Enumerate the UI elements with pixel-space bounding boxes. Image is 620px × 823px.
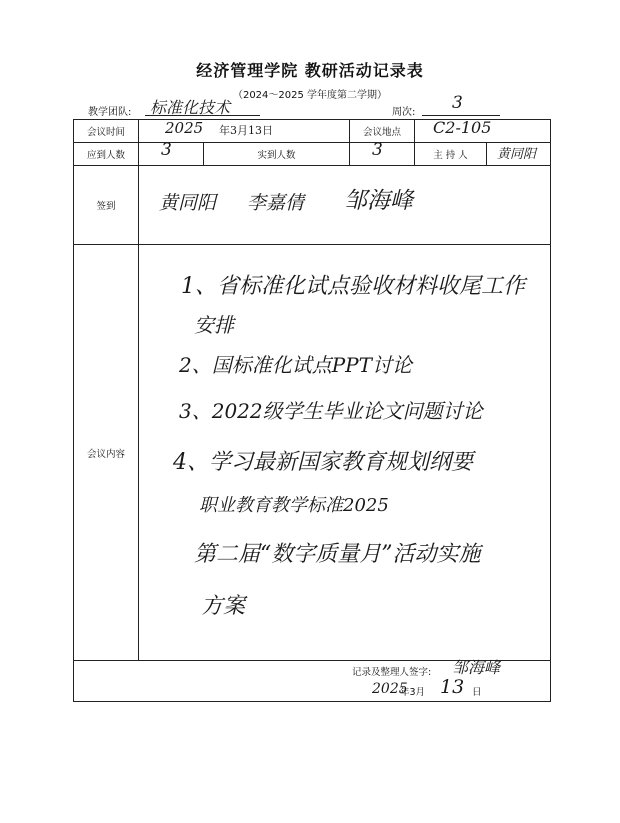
record-table: [73, 119, 551, 702]
form-title: 经济管理学院 教研活动记录表: [196, 61, 424, 80]
place-value: [415, 120, 551, 143]
signin-label: 签到: [74, 166, 139, 245]
recorder-label: 记录及整理人签字:: [352, 667, 432, 678]
content-line-3: 2、国标准化试点PPT讨论: [179, 353, 412, 377]
signature-1: 黄同阳: [159, 192, 217, 214]
content-line-5: 4、学习最新国家教育规划纲要: [173, 450, 473, 475]
expected-handwritten: 3: [161, 140, 172, 160]
date-year-handwritten: 2025: [372, 681, 408, 697]
team-label: 教学团队:: [88, 107, 132, 118]
actual-handwritten: 3: [372, 140, 383, 160]
week-underline: [422, 115, 500, 116]
time-rest: 年3月13日: [219, 124, 273, 137]
content-line-4: 3、2022级学生毕业论文问题讨论: [179, 399, 483, 423]
host-label: 主 持 人: [415, 143, 487, 166]
actual-label: 实到人数: [204, 143, 350, 166]
content-area: [139, 245, 551, 661]
content-line-2: 安排: [194, 313, 234, 337]
form-subtitle: （2024～2025 学年度第二学期）: [232, 90, 388, 101]
host-handwritten: 黄同阳: [497, 147, 537, 162]
actual-value: [350, 140, 415, 166]
expected-value: [139, 140, 204, 166]
signature-2: 李嘉倩: [247, 192, 305, 214]
place-handwritten: C2-105: [433, 118, 492, 137]
place-label: 会议地点: [350, 120, 415, 143]
time-year-handwritten: 2025: [165, 119, 204, 137]
signin-area: [139, 166, 551, 245]
content-line-1: 1、省标准化试点验收材料收尾工作: [181, 274, 525, 299]
expected-label: 应到人数: [74, 143, 139, 166]
team-handwritten: 标准化技术: [150, 98, 231, 117]
date-text: 年3月: [400, 687, 426, 698]
content-line-8: 方案: [201, 594, 246, 619]
content-line-6: 职业教育教学标准2025: [199, 495, 389, 516]
host-value: [487, 143, 551, 166]
week-handwritten: 3: [452, 93, 463, 113]
date-day-handwritten: 13: [440, 676, 465, 698]
content-label: 会议内容: [74, 245, 139, 661]
signature-3: 邹海峰: [344, 188, 413, 214]
date-suffix: 日: [472, 687, 482, 698]
recorder-signature: 邹海峰: [452, 658, 501, 677]
week-label: 周次:: [392, 107, 416, 118]
content-line-7: 第二届“数字质量月”活动实施: [194, 542, 481, 567]
time-label: 会议时间: [74, 120, 139, 143]
